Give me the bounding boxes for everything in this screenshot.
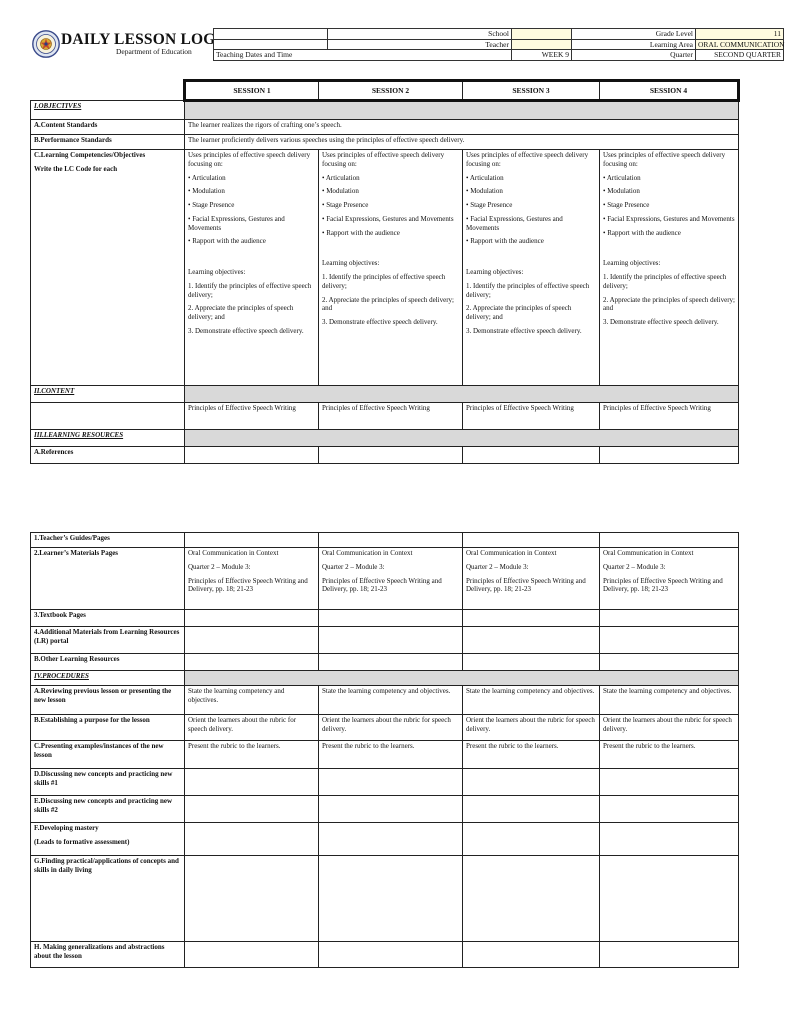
content-session-3: Principles of Effective Speech Writing	[463, 403, 600, 430]
teacher-label: Teacher	[328, 39, 512, 50]
session-2-header: SESSION 2	[319, 81, 463, 101]
document-title: DAILY LESSON LOG	[61, 31, 216, 48]
session-1-header: SESSION 1	[185, 81, 319, 101]
procedure-g-label: G.Finding practical/applications of concepts and skills in daily living	[31, 856, 185, 942]
procedure-f-sub: (Leads to formative assessment)	[34, 837, 130, 846]
procedures-heading: IV.PROCEDURES	[31, 671, 185, 686]
procedure-e-label: E.Discussing new concepts and practicing new skills #2	[31, 796, 185, 823]
grade-level-label: Grade Level	[572, 29, 696, 40]
competencies-session-2: Uses principles of effective speech delivery focusing on: • Articulation • Modulation • Stage Presence • Facial Expressions, Gestures and Movements • Rapport with the audience Learning objectives: 1. Identify the principles of effective speech delivery; 2. Appreciate the principles of speech delivery; and 3. Demonstrate effective speech delivery.	[319, 150, 463, 386]
content-standards-label: A.Content Standards	[31, 120, 185, 135]
learning-area-value[interactable]: ORAL COMMUNICATION	[696, 39, 784, 50]
learners-materials-session-4: Oral Communication in Context Quarter 2 – Module 3: Principles of Effective Speech Writing and Delivery, pp. 18; 21-23	[600, 548, 739, 610]
competencies-session-1: Uses principles of effective speech delivery focusing on: • Articulation • Modulation • Stage Presence • Facial Expressions, Gestures and Movements • Rapport with the audience Learning objectives: 1. Identify the principles of effective speech delivery; 2. Appreciate the principles of speech delivery; and 3. Demonstrate effective speech delivery.	[185, 150, 319, 386]
procedure-b-session-1: Orient the learners about the rubric for speech delivery.	[185, 715, 319, 741]
learners-materials-session-1: Oral Communication in Context Quarter 2 – Module 3: Principles of Effective Speech Writing and Delivery, pp. 18; 21-23	[185, 548, 319, 610]
references-label: A.References	[31, 447, 185, 464]
school-value[interactable]	[512, 29, 572, 40]
content-session-4: Principles of Effective Speech Writing	[600, 403, 739, 430]
procedure-c-session-4: Present the rubric to the learners.	[600, 741, 739, 769]
other-resources-label: B.Other Learning Resources	[31, 654, 185, 671]
lesson-table-part1	[30, 79, 740, 464]
competencies-label-cell	[31, 150, 185, 386]
content-session-1: Principles of Effective Speech Writing	[185, 403, 319, 430]
competencies-label: C.Learning Competencies/Objectives	[34, 151, 146, 159]
teaching-dates-label: Teaching Dates and Time	[214, 50, 512, 61]
procedure-c-session-2: Present the rubric to the learners.	[319, 741, 463, 769]
procedure-d-label: D.Discussing new concepts and practicing new skills #1	[31, 769, 185, 796]
performance-standards-label: B.Performance Standards	[31, 135, 185, 150]
learning-area-label: Learning Area	[572, 39, 696, 50]
session-4-header: SESSION 4	[600, 81, 739, 101]
learning-resources-heading: III.LEARNING RESOURCES	[31, 430, 185, 447]
procedure-a-label: A.Reviewing previous lesson or presenting the new lesson	[31, 686, 185, 715]
teacher-value[interactable]	[512, 39, 572, 50]
deped-seal-icon	[32, 30, 60, 58]
header-info-table	[213, 28, 784, 61]
objectives-heading: I.OBJECTIVES	[31, 101, 185, 120]
department-name: Department of Education	[116, 47, 192, 56]
procedure-b-label: B.Establishing a purpose for the lesson	[31, 715, 185, 741]
procedure-h-label: H. Making generalizations and abstractions about the lesson	[31, 942, 185, 968]
learners-materials-label: 2.Learner’s Materials Pages	[31, 548, 185, 610]
quarter-value[interactable]: SECOND QUARTER	[696, 50, 784, 61]
teaching-dates-value[interactable]: WEEK 9	[512, 50, 572, 61]
competencies-session-4: Uses principles of effective speech delivery focusing on: • Articulation • Modulation • Stage Presence • Facial Expressions, Gestures and Movements • Rapport with the audience Learning objectives: 1. Identify the principles of effective speech delivery; 2. Appreciate the principles of speech delivery; and 3. Demonstrate effective speech delivery.	[600, 150, 739, 386]
lc-code-label: Write the LC Code for each	[34, 164, 118, 173]
content-heading: II.CONTENT	[31, 386, 185, 403]
competencies-session-3: Uses principles of effective speech delivery focusing on: • Articulation • Modulation • Stage Presence • Facial Expressions, Gestures and Movements • Rapport with the audience Learning objectives: 1. Identify the principles of effective speech delivery; 2. Appreciate the principles of speech delivery; and 3. Demonstrate effective speech delivery.	[463, 150, 600, 386]
performance-standards-text: The learner proficiently delivers various speeches using the principles of effective speech delivery.	[185, 135, 739, 150]
procedure-c-session-3: Present the rubric to the learners.	[463, 741, 600, 769]
procedure-a-session-2: State the learning competency and objectives.	[319, 686, 463, 715]
additional-materials-label: 4.Additional Materials from Learning Resources (LR) portal	[31, 627, 185, 654]
procedure-c-label: C.Presenting examples/instances of the new lesson	[31, 741, 185, 769]
content-standards-text: The learner realizes the rigors of crafting one’s speech.	[185, 120, 739, 135]
teachers-guide-label: 1.Teacher’s Guides/Pages	[31, 533, 185, 548]
procedure-f-label: F.Developing mastery	[34, 824, 99, 832]
learners-materials-session-2: Oral Communication in Context Quarter 2 – Module 3: Principles of Effective Speech Writing and Delivery, pp. 18; 21-23	[319, 548, 463, 610]
textbook-pages-label: 3.Textbook Pages	[31, 610, 185, 627]
document-header	[30, 28, 785, 60]
lesson-table-part2	[30, 532, 739, 968]
procedure-a-session-4: State the learning competency and objectives.	[600, 686, 739, 715]
grade-level-value[interactable]: 11	[696, 29, 784, 40]
procedure-a-session-3: State the learning competency and objectives.	[463, 686, 600, 715]
procedure-b-session-4: Orient the learners about the rubric for speech delivery.	[600, 715, 739, 741]
learners-materials-session-3: Oral Communication in Context Quarter 2 – Module 3: Principles of Effective Speech Writing and Delivery, pp. 18; 21-23	[463, 548, 600, 610]
session-3-header: SESSION 3	[463, 81, 600, 101]
procedure-c-session-1: Present the rubric to the learners.	[185, 741, 319, 769]
procedure-b-session-3: Orient the learners about the rubric for speech delivery.	[463, 715, 600, 741]
content-session-2: Principles of Effective Speech Writing	[319, 403, 463, 430]
procedure-a-session-1: State the learning competency and objectives.	[185, 686, 319, 715]
procedure-f-cell	[31, 823, 185, 856]
school-label: School	[328, 29, 512, 40]
procedure-b-session-2: Orient the learners about the rubric for speech delivery.	[319, 715, 463, 741]
quarter-label: Quarter	[572, 50, 696, 61]
